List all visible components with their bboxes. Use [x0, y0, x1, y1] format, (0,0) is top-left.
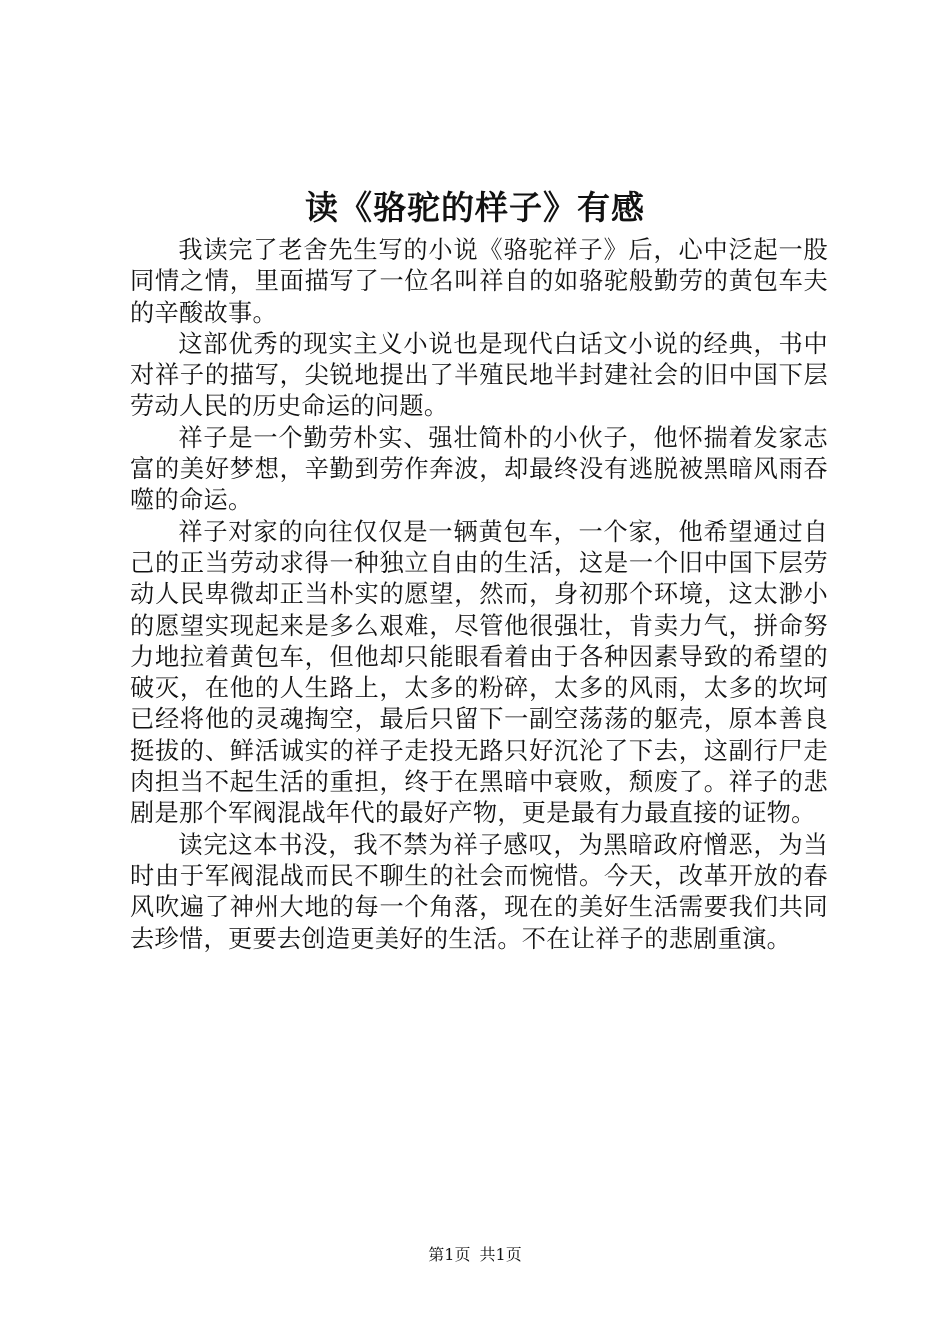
document-title: 读《骆驼的样子》有感 — [305, 188, 645, 227]
paragraph: 祥子是一个勤劳朴实、强壮简朴的小伙子，他怀揣着发家志富的美好梦想，辛勤到劳作奔波，却最终没有逃脱被黑暗风雨吞噬的命运。 — [130, 423, 828, 515]
paragraph: 这部优秀的现实主义小说也是现代白话文小说的经典，书中对祥子的描写，尖锐地提出了半殖民地半封建社会的旧中国下层劳动人民的历史命运的问题。 — [130, 329, 828, 421]
paragraph: 读完这本书没，我不禁为祥子感叹，为黑暗政府憎恶，为当时由于军阀混战而民不聊生的社会而惋惜。今天，改革开放的春风吹遍了神州大地的每一个角落，现在的美好生活需要我们共同去珍惜，更要去创造更美好的生活。不在让祥子的悲剧重演。 — [130, 830, 828, 953]
page-footer — [0, 1245, 950, 1265]
paragraph: 祥子对家的向往仅仅是一辆黄包车，一个家，他希望通过自己的正当劳动求得一种独立自由的生活，这是一个旧中国下层劳动人民卑微却正当朴实的愿望，然而，身初那个环境，这太渺小的愿望实现起来是多么艰难，尽管他很强壮，肯卖力气，拼命努力地拉着黄包车，但他却只能眼看着由于各种因素导致的希望的破灭，在他的人生路上，太多的粉碎，太多的风雨，太多的坎坷已经将他的灵魂掏空，最后只留下一副空荡荡的躯壳，原本善良挺拔的、鲜活诚实的祥子走投无路只好沉沦了下去，这副行尸走肉担当不起生活的重担，终于在黑暗中衰败，颓废了。祥子的悲剧是那个军阀混战年代的最好产物，更是最有力最直接的证物。 — [130, 517, 828, 828]
document-body — [130, 235, 828, 955]
page-number: 第1页 — [428, 1245, 471, 1264]
page-total: 共1页 — [479, 1245, 522, 1264]
paragraph: 我读完了老舍先生写的小说《骆驼祥子》后，心中泛起一股同情之情，里面描写了一位名叫祥自的如骆驼般勤劳的黄包车夫的辛酸故事。 — [130, 236, 828, 327]
